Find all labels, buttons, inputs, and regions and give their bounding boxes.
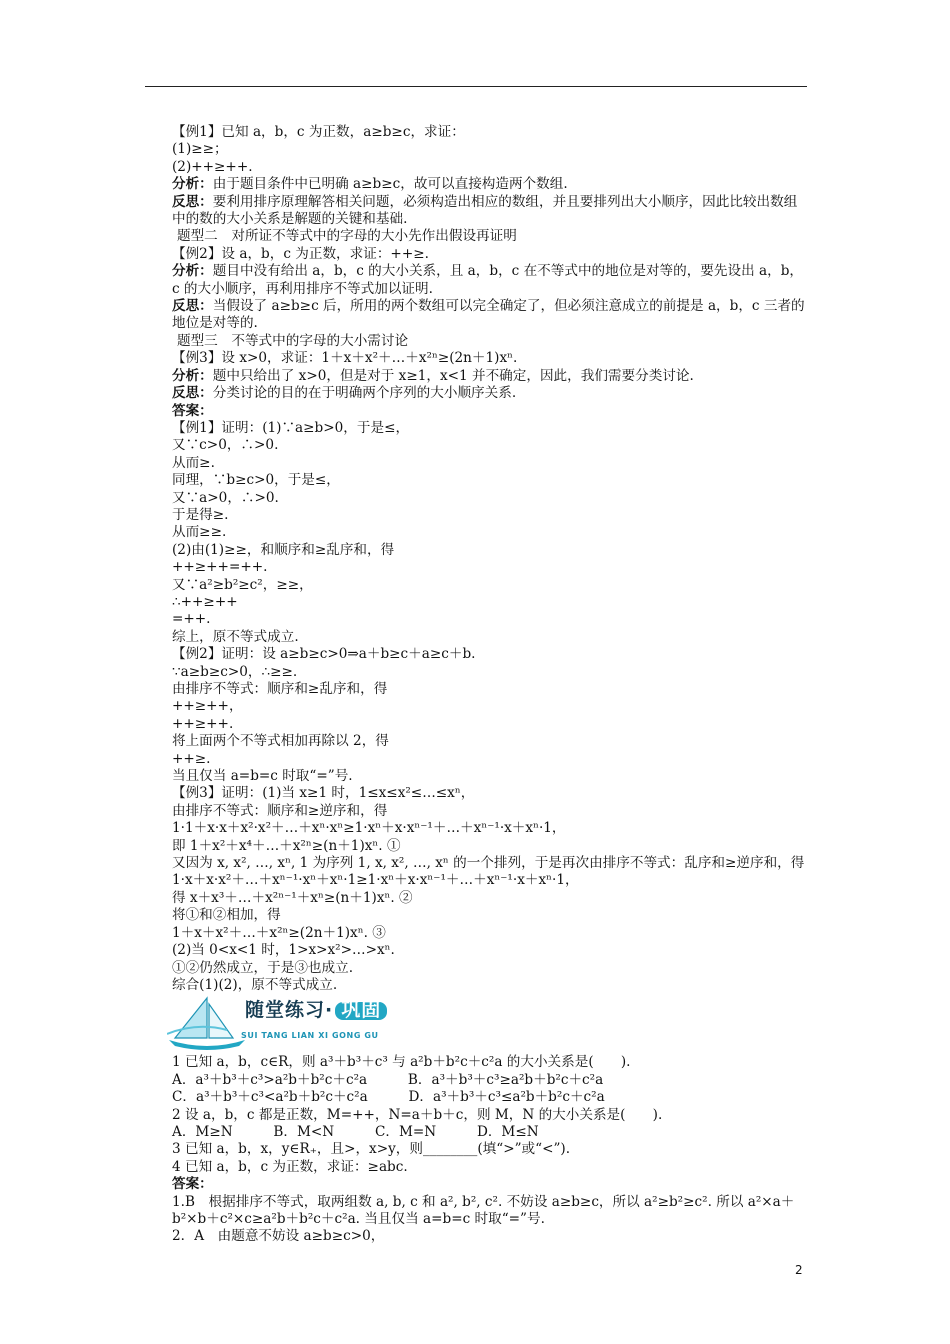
text-line <box>145 872 807 889</box>
line-text: ++≥++=++. <box>172 559 268 576</box>
line-text: 综上，原不等式成立. <box>172 628 299 645</box>
text-line <box>145 977 807 994</box>
banner-subtitle: SUI TANG LIAN XI GONG GU <box>241 1031 379 1041</box>
line-text: C．a³＋b³＋c³<a²b＋b²c＋c²a D．a³＋b³＋c³≤a²b＋b²c＋c²a <box>172 1089 605 1106</box>
text-line <box>145 559 807 576</box>
text-line <box>145 455 807 472</box>
line-text: (2)++≥++. <box>172 158 253 175</box>
text-line <box>145 820 807 837</box>
line-text: 1·1＋x·x＋x²·x²＋…＋xⁿ·xⁿ≥1·xⁿ＋x·xⁿ⁻¹＋…＋xⁿ⁻¹·x＋xⁿ·1， <box>172 820 566 837</box>
bold-label: 答案： <box>172 402 213 419</box>
bold-label: 反思： <box>172 298 213 315</box>
line-text: A．M≥N B．M<N C．M=N D．M≤N <box>172 1123 539 1140</box>
line-text: 由于题目条件中已明确 a≥b≥c，故可以直接构造两个数组. <box>212 176 568 193</box>
text-line <box>145 1228 807 1245</box>
bold-label: 分析： <box>172 367 213 384</box>
line-text: 即 1＋x²＋x⁴＋…＋x²ⁿ≥(n＋1)xⁿ. ① <box>172 837 401 854</box>
line-text: ∵a≥b≥c>0，∴≥≥. <box>172 663 298 680</box>
text-line <box>145 960 807 977</box>
line-text: 1·x＋x·x²＋…＋xⁿ⁻¹·xⁿ＋xⁿ·1≥1·xⁿ＋x·xⁿ⁻¹＋…＋xⁿ⁻¹·x＋xⁿ·1， <box>172 872 579 889</box>
text-line <box>145 629 807 646</box>
line-text: 由排序不等式：顺序和≥乱序和，得 <box>172 681 388 697</box>
line-text: ++≥. <box>172 750 211 767</box>
line-text: 【例3】设 x>0，求证：1＋x＋x²＋…＋x²ⁿ≥(2n＋1)xⁿ. <box>172 350 518 367</box>
text-line <box>145 733 807 750</box>
practice-banner <box>145 994 807 1052</box>
page-number: 2 <box>795 1263 803 1277</box>
examples-section <box>145 124 807 994</box>
line-text: A．a³＋b³＋c³>a²b＋b²c＋c²a B．a³＋b³＋c³≥a²b＋b²c＋c²a <box>172 1071 604 1088</box>
line-text: 题目中没有给出 a，b，c 的大小关系，且 a，b，c 在不等式中的地位是对等的，要先设出 a，b，c 的大小顺序，再利用排序不等式加以证明. <box>172 263 803 297</box>
text-line <box>145 1141 807 1158</box>
line-text: 分类讨论的目的在于明确两个序列的大小顺序关系. <box>212 385 517 402</box>
line-text: 得 x＋x³＋…＋x²ⁿ⁻¹＋xⁿ≥(n＋1)xⁿ. ② <box>172 889 413 906</box>
text-line <box>145 385 807 402</box>
text-line <box>145 159 807 176</box>
text-line <box>145 246 807 263</box>
line-text: ∴++≥++ <box>172 593 238 610</box>
header-rule <box>145 86 807 87</box>
line-text: (2)当 0<x<1 时，1>x>x²>…>xⁿ. <box>172 942 395 959</box>
line-text: 从而≥≥. <box>172 524 227 541</box>
text-line <box>145 298 807 333</box>
banner-highlight: 巩固 <box>335 1002 387 1019</box>
line-text: 4 已知 a，b，c 为正数，求证：≥abc. <box>172 1158 408 1175</box>
line-text: =++. <box>172 611 211 628</box>
text-line <box>145 490 807 507</box>
line-text: 【例1】已知 a，b，c 为正数，a≥b≥c，求证： <box>172 124 465 140</box>
line-text: 1.B 根据排序不等式，取两组数 a, b, c 和 a², b², c². 不妨设 a≥b≥c，所以 a²≥b²≥c². 所以 a²×a＋b²×b＋c²×c≥a²b＋b²c＋c²a. 当且仅当 a=b=c 时取“=”号. <box>172 1193 795 1227</box>
line-text: 【例2】设 a，b，c 为正数，求证：++≥. <box>172 245 429 262</box>
text-line <box>145 1089 807 1106</box>
text-line <box>145 907 807 924</box>
line-text: ++≥++. <box>172 715 234 732</box>
line-text: 又∵a>0，∴>0. <box>172 489 279 506</box>
text-line <box>145 1072 807 1089</box>
line-text: 1 已知 a，b，c∈R，则 a³＋b³＋c³ 与 a²b＋b²c＋c²a 的大小关系是( ). <box>172 1054 631 1071</box>
text-line <box>145 681 807 698</box>
banner-title: 随堂练习· 巩固 <box>245 1002 387 1019</box>
line-text: 将①和②相加，得 <box>172 907 281 924</box>
line-text: ++≥++， <box>172 698 243 715</box>
line-text: 1＋x＋x²＋…＋x²ⁿ≥(2n＋1)xⁿ. ③ <box>172 924 386 941</box>
text-line <box>145 594 807 611</box>
text-line <box>145 768 807 785</box>
text-line <box>145 1054 807 1071</box>
bold-label: 分析： <box>172 176 213 193</box>
line-text: 2 设 a，b，c 都是正数，M=++，N=a＋b＋c，则 M，N 的大小关系是( ). <box>172 1106 663 1123</box>
line-text: 从而≥. <box>172 454 215 471</box>
text-line <box>145 664 807 681</box>
page-content <box>145 124 807 1246</box>
text-line <box>145 1124 807 1141</box>
line-text: 当假设了 a≥b≥c 后，所用的两个数组可以完全确定了，但必须注意成立的前提是 a，b，c 三者的地位是对等的. <box>172 298 805 332</box>
text-line <box>145 716 807 733</box>
text-line <box>145 124 807 141</box>
line-text: 题型三 不等式中的字母的大小需讨论 <box>177 332 409 349</box>
line-text: 又∵a²≥b²≥c²，≥≥， <box>172 576 313 593</box>
bold-label: 答案： <box>172 1176 213 1193</box>
text-line <box>145 803 807 820</box>
text-line <box>145 1107 807 1124</box>
practice-section <box>145 1054 807 1245</box>
line-text: 要利用排序原理解答相关问题，必须构造出相应的数组，并且要排列出大小顺序，因此比较出数组中的数的大小关系是解题的关键和基础. <box>172 193 798 228</box>
line-text: 题型二 对所证不等式中的字母的大小先作出假设再证明 <box>177 228 517 245</box>
line-text: 将上面两个不等式相加再除以 2，得 <box>172 733 389 750</box>
text-line <box>145 368 807 385</box>
text-line <box>145 141 807 158</box>
bold-label: 反思： <box>172 385 213 402</box>
text-line <box>145 577 807 594</box>
text-line <box>145 646 807 663</box>
line-text: 当且仅当 a=b=c 时取“=”号. <box>172 768 353 785</box>
text-line <box>145 472 807 489</box>
text-line <box>145 611 807 628</box>
line-text: 同理，∵b≥c>0，于是≤， <box>172 472 340 489</box>
line-text: 2．A 由题意不妨设 a≥b≥c>0， <box>172 1228 385 1245</box>
line-text: 【例2】证明：设 a≥b≥c>0⇒a＋b≥c＋a≥c＋b. <box>172 646 476 663</box>
text-line <box>145 1159 807 1176</box>
text-line <box>145 420 807 437</box>
text-line <box>145 542 807 559</box>
line-text: 【例1】证明：(1)∵a≥b>0，于是≤， <box>172 419 410 436</box>
text-line <box>145 1194 807 1229</box>
text-line <box>145 333 807 350</box>
line-text: 又∵c>0，∴>0. <box>172 437 279 454</box>
bold-label: 分析： <box>172 263 213 280</box>
text-line <box>145 524 807 541</box>
bold-label: 反思： <box>172 193 213 210</box>
line-text: 于是得≥. <box>172 506 229 523</box>
text-line <box>145 785 807 802</box>
text-line <box>145 890 807 907</box>
text-line <box>145 507 807 524</box>
text-line <box>145 838 807 855</box>
text-line <box>145 194 807 229</box>
text-line <box>145 942 807 959</box>
text-line <box>145 228 807 245</box>
text-line <box>145 925 807 942</box>
text-line <box>145 698 807 715</box>
text-line <box>145 855 807 872</box>
line-text: 题中只给出了 x>0，但是对于 x≥1，x<1 并不确定，因此，我们需要分类讨论. <box>212 367 694 384</box>
line-text: 3 已知 a，b，x，y∈R₊，且>，x>y，则________(填“>”或“<”). <box>172 1141 571 1158</box>
text-line <box>145 1176 807 1193</box>
line-text: 综合(1)(2)，原不等式成立. <box>172 976 338 993</box>
line-text: (1)≥≥； <box>172 141 228 158</box>
text-line <box>145 176 807 193</box>
line-text: 【例3】证明：(1)当 x≥1 时，1≤x≤x²≤…≤xⁿ， <box>172 785 475 802</box>
text-line <box>145 263 807 298</box>
text-line <box>145 751 807 768</box>
line-text: (2)由(1)≥≥，和顺序和≥乱序和，得 <box>172 541 395 558</box>
line-text: ①②仍然成立，于是③也成立. <box>172 959 354 976</box>
sailboat-logo-icon <box>167 994 247 1052</box>
text-line <box>145 403 807 420</box>
line-text: 由排序不等式：顺序和≥逆序和，得 <box>172 802 388 819</box>
line-text: 又因为 x, x², …, xⁿ, 1 为序列 1, x, x², …, xⁿ 的一个排列，于是再次由排序不等式：乱序和≥逆序和，得 <box>172 855 805 872</box>
text-line <box>145 437 807 454</box>
text-line <box>145 350 807 367</box>
